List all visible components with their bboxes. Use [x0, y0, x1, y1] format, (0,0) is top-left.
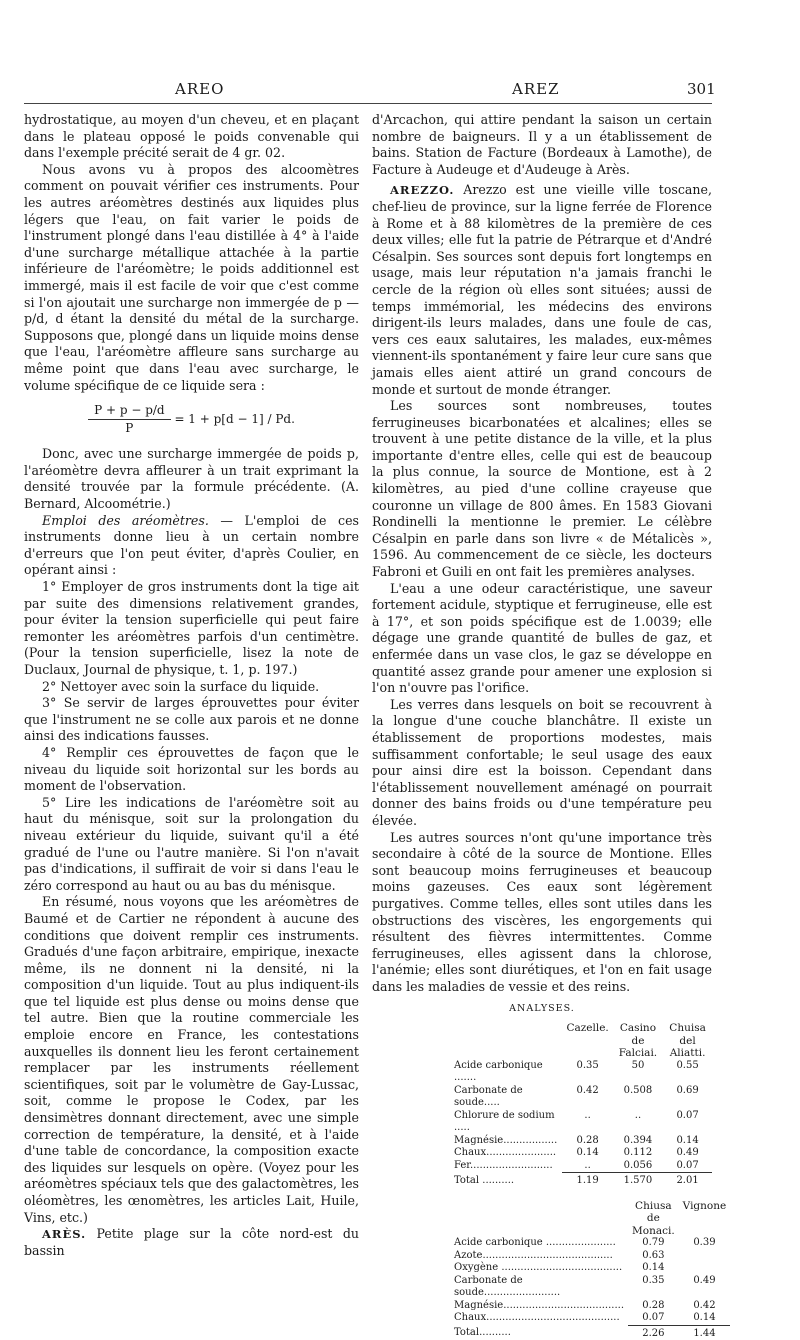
- table-value-cell: ..: [584, 1109, 591, 1121]
- table-value-cell: Vignone: [682, 1199, 727, 1212]
- analysis-table-1: [450, 1022, 712, 1188]
- table-total-row: [450, 1173, 712, 1188]
- table-value-cell: 0.394: [623, 1134, 653, 1146]
- table-row: [450, 1110, 712, 1135]
- paragraph: En résumé, nous voyons que les aréomètres de Baumé et de Cartier ne répondent à aucune des conditions que doivent remplir ces instruments. Gradués d'une façon arbitraire, empirique, inexacte même, ils ne donnent ni la densité, ni la composition d'un liquide. Tout au plus indiquent-ils que tel liquide est plus dense ou moins dense que tel autre. Bien que la routine commerciale les emploie encore en France, les contestations auxquelles ils donnent lieu les feront certainement remplacer par les instruments réellement scientifiques, soit par le volumètre de Gay-Lussac, soit, comme le propose le Codex, par les densimètres donnant directement, avec une simple correction de température, la densité, et à l'aide d'une table de concordance, la composition exacte des liquides sur lesquels on opère. (Voyez pour les aréomètres spéciaux tels que des galactomètres, les oléomètres, les œnomètres, les articles Lait, Huile, Vins, etc.): [24, 894, 359, 1225]
- table-label-cell: Total..........: [454, 1327, 511, 1339]
- paragraph: Nous avons vu à propos des alcoomètres comment on pouvait vérifier ces instruments. Pour les autres aréomètres destinés aux liquides plus légers que l'eau, on fait varier le poids de l'instrument plongé dans l'eau distillée à 4° à l'aide d'une surcharge métallique attachée à la partie inférieure de l'aréomètre; le poids additionnel est immergé, mais il est facile de voir que c'est comme si l'on ajoutait une surcharge non immergée de p — p/d, d étant la densité du métal de la surcharge. Supposons que, plongé dans un liquide moins dense que l'eau, l'aréomètre affleure sans surcharge au même point que dans l'eau avec surcharge, le volume spécifique de ce liquide sera :: [24, 161, 359, 393]
- formula-denominator: P: [125, 420, 134, 435]
- table-value-cell: 2.01: [663, 1173, 712, 1188]
- table-value-cell: 0.14: [642, 1262, 665, 1274]
- table-value-cell: 0.07: [642, 1312, 665, 1324]
- table-total-row: [450, 1325, 730, 1340]
- table-value-cell: 50: [631, 1059, 645, 1071]
- paragraph: Emploi des aréomètres. — L'emploi de ces instruments donne lieu à un certain nombre d'erreurs que l'on peut éviter, d'après Coulier, en opérant ainsi :: [24, 512, 360, 578]
- table-row: [450, 1085, 712, 1110]
- table-header-row: [450, 1200, 730, 1238]
- table-row: [450, 1147, 712, 1160]
- table-value-cell: Chuisa del Aliatti.: [669, 1022, 706, 1060]
- table-value-cell: Casino de Falciai.: [618, 1022, 658, 1060]
- table-value-cell: Chiusa de Monaci.: [632, 1199, 675, 1237]
- formula-numerator: P + p − p/d: [88, 402, 171, 420]
- paragraph: Donc, avec une surcharge immergée de poids p, l'aréomètre devra affleurer à un trait exprimant la densité trouvée par la formule précédente. (A. Bernard, Alcoométrie.): [24, 446, 359, 512]
- table-value-cell: 0.28: [576, 1134, 599, 1146]
- table-value-cell: 0.42: [576, 1084, 599, 1096]
- table-label-cell: Magnésie.................: [454, 1134, 558, 1146]
- table-value-cell: 0.508: [623, 1084, 653, 1096]
- entry-ares: ARÈS. Petite plage sur la côte nord-est du bassin: [24, 1226, 359, 1258]
- table-label-cell: Azote.........................................: [454, 1249, 613, 1261]
- table-value-cell: ..: [634, 1109, 642, 1121]
- table-value-cell: 0.28: [642, 1299, 665, 1311]
- table-value-cell: 0.63: [642, 1249, 665, 1261]
- table-label-cell: Magnésie......................................: [454, 1299, 624, 1311]
- table-row: [450, 1135, 712, 1148]
- table-value-cell: 0.55: [676, 1059, 699, 1071]
- table-row: [450, 1262, 730, 1275]
- table-label-cell: Carbonate de soude.....: [454, 1084, 523, 1109]
- paragraph: d'Arcachon, qui attire pendant la saison un certain nombre de baigneurs. Il y a un établissement de bains. Station de Facture (Bordeaux à Lamothe), de Facture à Audeuge et d'Audeuge à Arès.: [372, 112, 712, 177]
- list-item: 5° Lire les indications de l'aréomètre soit au haut du ménisque, soit sur la prolongation du niveau extérieur du liquide, suivant qu'il a été gradué de l'une ou l'autre manière. Si l'on n'avait pas d'indications, il suffirait de voir si dans l'eau le zéro correspond au haut ou au bas du ménisque.: [24, 794, 359, 893]
- table-value-cell: 0.39: [693, 1237, 716, 1249]
- table-value-cell: 0.14: [693, 1312, 716, 1324]
- table-row: [450, 1160, 712, 1173]
- analyses-title: ANALYSES.: [509, 1003, 575, 1015]
- paragraph: hydrostatique, au moyen d'un cheveu, et en plaçant dans le plateau opposé le poids convenable qui dans l'exemple précité serait de 4 gr. 02.: [24, 112, 359, 161]
- table-value-cell: 0.42: [693, 1299, 716, 1311]
- header-left-keyword: AREO: [175, 80, 225, 98]
- table-value-cell: 0.056: [623, 1159, 653, 1171]
- table-value-cell: Cazelle.: [566, 1022, 609, 1035]
- table-value-cell: ..: [584, 1159, 591, 1171]
- page-number: 301: [687, 80, 716, 98]
- table-value-cell: 0.49: [693, 1274, 716, 1286]
- list-item: 4° Remplir ces éprouvettes de façon que le niveau du liquide soit horizontal sur les bords au moment de l'observation.: [24, 744, 359, 794]
- analysis-table-2: [450, 1200, 730, 1340]
- paragraph: Les sources sont nombreuses, toutes ferrugineuses bicarbonatées et alcalines; elles se trouvent à une petite distance de la ville, et la plus importante d'entre elles, celle qui est de beaucoup la plus connue, la source de Montione, est à 2 kilomètres, au pied d'une colline crayeuse que couronne un village de 800 âmes. En 1583 Giovani Rondinelli la mentionne le premier. Le célèbre Césalpin en parle dans son livre « de Métalicès », 1596. Au commencement de ce siècle, les docteurs Fabroni et Guili en ont fait les premières analyses.: [372, 398, 712, 580]
- table-value-cell: [679, 1250, 731, 1263]
- table-value-cell: 0.79: [642, 1237, 665, 1249]
- table-value-cell: 2.26: [628, 1325, 679, 1340]
- table-value-cell: 1.19: [562, 1173, 612, 1188]
- entry-title: AREZZO.: [390, 183, 455, 198]
- table-header-row: [450, 1022, 712, 1060]
- table-row: [450, 1237, 730, 1250]
- table-label-cell: Chaux......................: [454, 1147, 557, 1159]
- entry-title: ARÈS.: [42, 1227, 87, 1242]
- page-header: [0, 80, 800, 104]
- table-row: [450, 1312, 730, 1325]
- paragraph: Les verres dans lesquels on boit se recouvrent à la longue d'une couche blanchâtre. Il existe un établissement de proportions modestes, mais suffisamment confortable; le seul usage des eaux pour ainsi dire est la boisson. Cependant dans l'établissement nouvellement aménagé on pourrait donner des bains froids ou d'une température peu élevée.: [372, 696, 712, 828]
- table-row: [450, 1060, 712, 1085]
- paragraph: Les autres sources n'ont qu'une importance très secondaire à côté de la source de Montione. Elles sont beaucoup moins ferrugineuses et beaucoup moins gazeuses. Ces eaux sont légèrement purgatives. Comme telles, elles sont utiles dans les obstructions des viscères, les engorgements qui résultent des fièvres intermittentes. Comme ferrugineuses, elles agissent dans la chlorose, l'anémie; elles sont diurétiques, et l'on en fait usage dans les maladies de vessie et des reins.: [372, 829, 712, 994]
- table-value-cell: 1.44: [679, 1325, 731, 1340]
- list-item: 2° Nettoyer avec soin la surface du liquide.: [42, 678, 320, 694]
- table-label-cell: Carbonate de soude........................: [454, 1274, 561, 1299]
- table-value-cell: 1.570: [613, 1173, 663, 1188]
- header-rule: [24, 103, 712, 104]
- table-label-cell: Chaux..........................................: [454, 1312, 620, 1324]
- table-value-cell: 0.14: [576, 1147, 599, 1159]
- table-label-cell: [450, 1200, 628, 1238]
- table-label-cell: Oxygène ......................................: [454, 1262, 623, 1274]
- paragraph: L'eau a une odeur caractéristique, une saveur fortement acidule, styptique et ferrugineuse, elle est à 17°, et son poids spécifique est de 1.0039; elle dégage une grande quantité de bulles de gaz, et enfermée dans un vase clos, le gaz se développe en quantité assez grande pour amener une explosion si l'on n'ouvre pas l'orifice.: [372, 580, 712, 696]
- header-right-keyword: AREZ: [512, 80, 560, 98]
- table-label-cell: Acide carbonique .......: [454, 1059, 543, 1084]
- table-value-cell: 0.35: [576, 1059, 599, 1071]
- table-label-cell: Chlorure de sodium .....: [454, 1109, 555, 1134]
- table-value-cell: [679, 1262, 731, 1275]
- table-label-cell: Total ..........: [454, 1174, 515, 1186]
- table-label-cell: Acide carbonique ......................: [454, 1237, 616, 1249]
- table-value-cell: 0.69: [676, 1084, 699, 1096]
- list-item: 1° Employer de gros instruments dont la tige ait par suite des dimensions relativement grandes, pour éviter la tension superficielle qui peut faire remonter les aréomètres parfois d'un centimètre. (Pour la tension superficielle, lisez la note de Duclaux, Journal de physique, t. 1, p. 197.): [24, 579, 359, 677]
- right-column: [372, 112, 727, 1340]
- entry-arezzo: AREZZO. Arezzo est une vieille ville toscane, chef-lieu de province, sur la ligne ferrée de Florence à Rome et à 88 kilomètres de la première de ces deux villes; elle fut la patrie de Pétrarque et d'André Césalpin. Ses sources sont depuis fort longtemps en usage, mais leur réputation n'a jamais franchi le cercle de la région où elles sont situées; aussi de temps immémorial, les médecins des environs dirigent-ils leurs malades, dans une foule de cas, vers ces eaux salutaires, les malades, eux-mêmes viennent-ils spontanément y faire leur cure sans que jamais elles aient attiré un grand concours de monde et surtout de monde étranger.: [372, 182, 712, 397]
- table-row: [450, 1300, 730, 1313]
- section-title: Emploi des aréomètres.: [42, 512, 209, 528]
- table-label-cell: Fer..........................: [454, 1159, 553, 1171]
- table-value-cell: 0.14: [676, 1134, 699, 1146]
- table-value-cell: 0.07: [676, 1109, 699, 1121]
- table-row: [450, 1250, 730, 1263]
- table-value-cell: 0.07: [676, 1159, 699, 1171]
- left-column: [24, 112, 359, 1259]
- formula-rhs: = 1 + p[d − 1] / Pd.: [174, 411, 295, 426]
- table-value-cell: 0.112: [623, 1147, 653, 1159]
- list-item: 3° Se servir de larges éprouvettes pour éviter que l'instrument ne se colle aux parois et ne donne ainsi des indications fausses.: [24, 695, 359, 744]
- table-row: [450, 1275, 730, 1300]
- table-value-cell: 0.35: [642, 1274, 665, 1286]
- formula: [24, 402, 359, 436]
- table-label-cell: [450, 1022, 562, 1060]
- table-value-cell: 0.49: [676, 1147, 699, 1159]
